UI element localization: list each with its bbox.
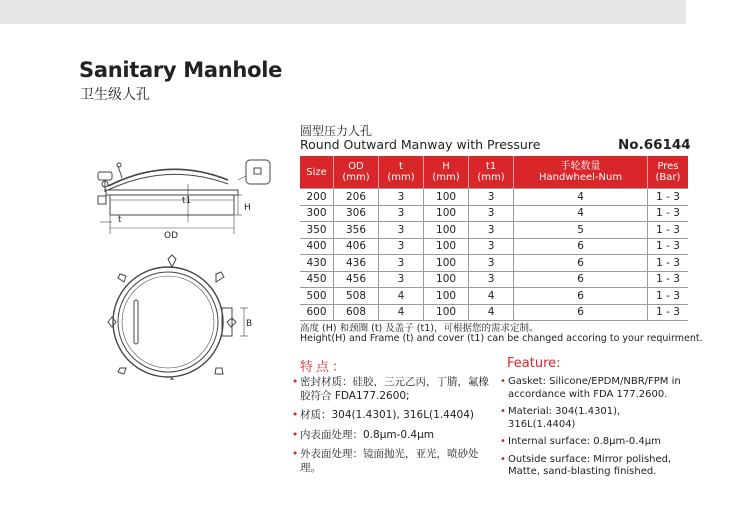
cell: 1 - 3	[647, 205, 688, 222]
spec-table	[300, 156, 688, 321]
cell: 4	[469, 304, 514, 321]
cell: 500	[300, 288, 333, 305]
product-name: Round Outward Manway with Pressure	[300, 137, 541, 152]
cell: 3	[469, 189, 514, 206]
od-label: OD	[164, 231, 179, 241]
cell: 3	[379, 255, 424, 272]
model-number: No.66144	[618, 137, 691, 153]
cell: 3	[469, 238, 514, 255]
cell: 5	[514, 222, 648, 239]
cell: 608	[333, 304, 378, 321]
cell: 4	[469, 288, 514, 305]
t1-label: t1	[182, 196, 192, 206]
cell: 100	[424, 255, 469, 272]
table-row	[300, 304, 688, 321]
cell: 3	[379, 205, 424, 222]
cell: 6	[514, 255, 648, 272]
cell: 350	[300, 222, 333, 239]
cell: 3	[379, 222, 424, 239]
t-label: t	[118, 215, 122, 225]
cell: 6	[514, 238, 648, 255]
list-item: • Outside surface: Mirror polished, Matte, sand-blasting finished.	[500, 453, 672, 477]
b-label: B	[246, 319, 253, 329]
cell: 436	[333, 255, 378, 272]
table-row	[300, 189, 688, 206]
cell: 4	[514, 205, 648, 222]
product-name-chinese: 圆型压力人孔	[300, 124, 373, 138]
list-item: • 密封材质：硅胶，三元乙丙，丁腈，氟橡胶符合 FDA177.2600;	[292, 376, 489, 402]
cell: 100	[424, 271, 469, 288]
bullet-icon: •	[500, 406, 506, 417]
cell: 4	[379, 288, 424, 305]
bullet-icon: •	[500, 453, 506, 465]
h-label: H	[244, 203, 251, 213]
cell: 6	[514, 288, 648, 305]
cell: 1 - 3	[647, 222, 688, 239]
list-item: • Material: 304(1.4301), 316L(1.4404)	[500, 406, 621, 430]
col-handwheel-header: 手轮数量 Handwheel-Num	[514, 156, 648, 189]
features-list-chinese	[292, 376, 492, 481]
page-title: Sanitary Manhole	[79, 58, 283, 82]
list-item: • Gasket: Silicone/EPDM/NBR/FPM in accordance with FDA 177.2600.	[500, 376, 681, 400]
spec-header-row	[300, 156, 688, 189]
table-row	[300, 222, 688, 239]
table-row	[300, 288, 688, 305]
cell: 3	[379, 189, 424, 206]
bullet-icon: •	[500, 436, 506, 447]
bullet-icon: •	[292, 376, 299, 388]
manhole-technical-drawing	[88, 150, 288, 380]
col-size-header: Size	[300, 156, 333, 189]
cell: 1 - 3	[647, 189, 688, 206]
customization-note: Height(H) and Frame (t) and cover (t1) can be changed accoring to your requirment.	[300, 333, 703, 344]
cell: 206	[333, 189, 378, 206]
cell: 450	[300, 271, 333, 288]
cell: 1 - 3	[647, 238, 688, 255]
cell: 1 - 3	[647, 288, 688, 305]
cell: 356	[333, 222, 378, 239]
col-t1-header: t1 (mm)	[469, 156, 514, 189]
cell: 100	[424, 238, 469, 255]
bullet-icon: •	[292, 409, 299, 421]
col-od-header: OD (mm)	[333, 156, 378, 189]
cell: 406	[333, 238, 378, 255]
cell: 1 - 3	[647, 255, 688, 272]
table-row	[300, 238, 688, 255]
features-heading: Feature:	[507, 356, 561, 371]
cell: 508	[333, 288, 378, 305]
cell: 3	[379, 238, 424, 255]
cell: 100	[424, 205, 469, 222]
cell: 3	[379, 271, 424, 288]
cell: 1 - 3	[647, 304, 688, 321]
cell: 100	[424, 304, 469, 321]
cell: 600	[300, 304, 333, 321]
list-item: • 内表面处理：0.8μm-0.4μm	[292, 428, 435, 441]
cell: 4	[514, 189, 648, 206]
cell: 100	[424, 189, 469, 206]
list-item: • Internal surface: 0.8μm-0.4μm	[500, 436, 661, 447]
features-heading-chinese: 特点：	[300, 360, 349, 375]
cell: 306	[333, 205, 378, 222]
cell: 3	[469, 205, 514, 222]
cell: 100	[424, 222, 469, 239]
col-h-header: H (mm)	[424, 156, 469, 189]
list-item: • 材质：304(1.4301), 316L(1.4404)	[292, 409, 474, 421]
cell: 4	[379, 304, 424, 321]
bullet-icon: •	[292, 448, 299, 460]
customization-note-chinese: 高度 (H) 和颈圈 (t) 及盖子 (t1)，可根据您的需求定制。	[300, 323, 539, 334]
table-row	[300, 255, 688, 272]
top-gray-band	[0, 0, 686, 24]
col-pressure-header: Pres (Bar)	[647, 156, 688, 189]
table-row	[300, 205, 688, 222]
cell: 456	[333, 271, 378, 288]
cell: 3	[469, 222, 514, 239]
bullet-icon: •	[500, 376, 506, 387]
cell: 400	[300, 238, 333, 255]
page-title-chinese: 卫生级人孔	[80, 87, 150, 103]
cell: 430	[300, 255, 333, 272]
cell: 1 - 3	[647, 271, 688, 288]
table-row	[300, 271, 688, 288]
cell: 300	[300, 205, 333, 222]
col-t-header: t (mm)	[379, 156, 424, 189]
cell: 3	[469, 255, 514, 272]
cell: 6	[514, 304, 648, 321]
cell: 100	[424, 288, 469, 305]
features-list	[500, 376, 690, 484]
cell: 200	[300, 189, 333, 206]
cell: 6	[514, 271, 648, 288]
list-item: • 外表面处理：镜面抛光，亚光，喷砂处理。	[292, 448, 479, 474]
cell: 3	[469, 271, 514, 288]
bullet-icon: •	[292, 428, 299, 441]
